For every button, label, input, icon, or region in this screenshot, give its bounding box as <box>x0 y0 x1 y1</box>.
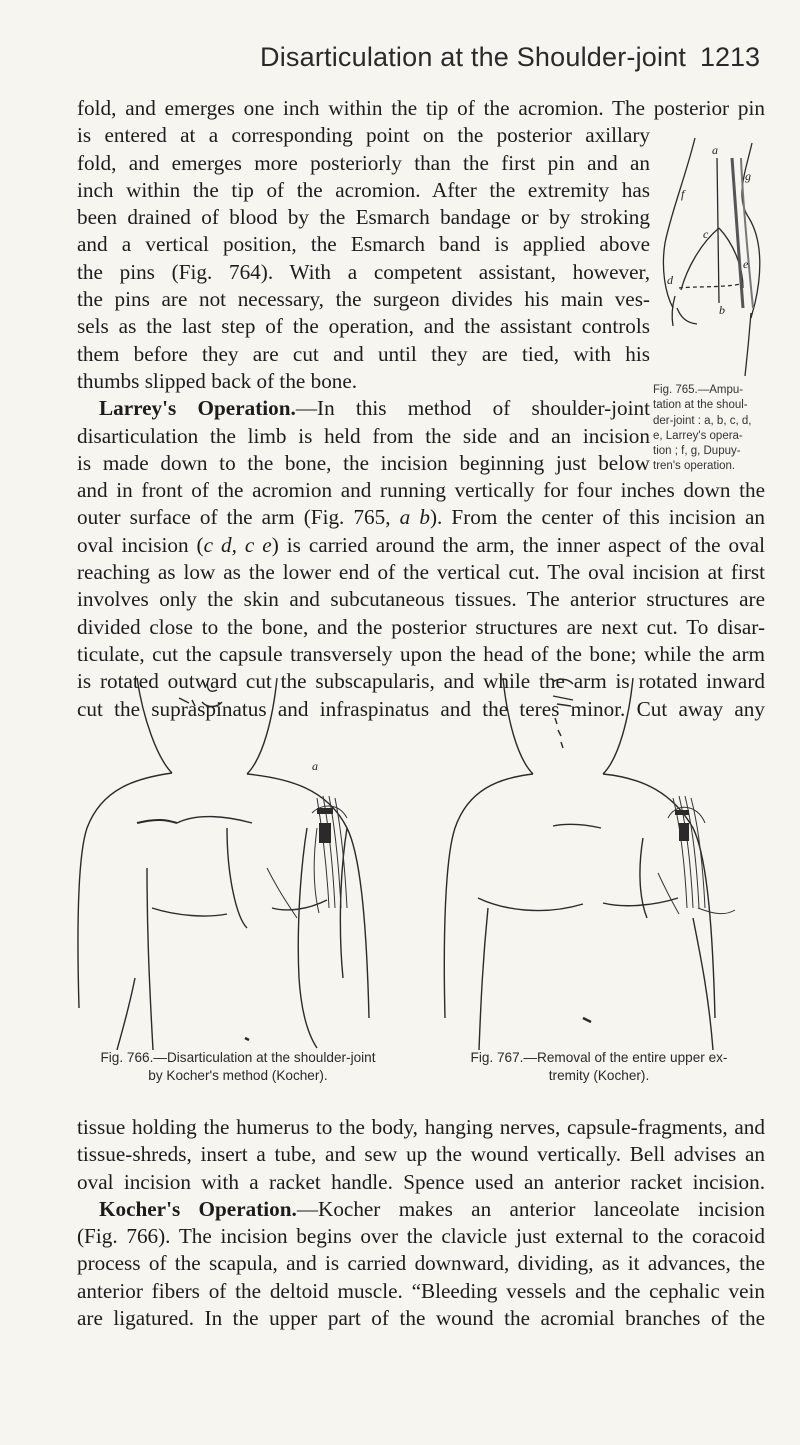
kocher-heading: Kocher's Operation. <box>99 1196 297 1221</box>
fig765-label-d: d <box>667 273 673 287</box>
text-line: (Fig. 766). The incision begins over the clavicle just external to the coracoid <box>77 1224 765 1249</box>
caption-line: tremity (Kocher). <box>548 1067 650 1083</box>
text-line <box>77 532 765 559</box>
fig765-label-c: c <box>703 227 709 241</box>
text-line: is rotated outward cut the subscapularis, and while the arm is rotated inward <box>77 669 765 694</box>
figure-767-illustration <box>443 678 773 1050</box>
text-line: fold, and emerges more posteriorly than the first pin and an <box>77 150 650 175</box>
text-line: the pins are not necessary, the surgeon divides his main ves- <box>77 287 650 312</box>
text-line: anterior fibers of the deltoid muscle. “Bleeding vessels and the cephalic vein <box>77 1278 765 1303</box>
text-line: cut the supraspinatus and infraspinatus and the teres minor. Cut away any <box>77 696 765 721</box>
fig765-label-g: g <box>745 169 751 183</box>
body-text-bottom <box>77 1114 765 1332</box>
text-fragment: oval incision ( <box>77 532 204 557</box>
text-line: process of the scapula, and is carried downward, dividing, as it advances, the <box>77 1251 765 1276</box>
page-header-title: Disarticulation at the Shoulder-joint <box>260 42 687 72</box>
text-line: and a vertical position, the Esmarch band is applied above <box>77 232 650 257</box>
text-line: thumbs slipped back of the bone. <box>77 368 358 393</box>
text-line <box>77 504 765 531</box>
text-line <box>77 1196 765 1223</box>
text-line: sels as the last step of the operation, and the assistant controls <box>77 314 650 339</box>
figure-765-illustration <box>657 118 767 378</box>
text-line: is entered at a corresponding point on the posterior axillary <box>77 123 650 148</box>
figure-765-caption <box>653 383 773 475</box>
fig765-label-a: a <box>712 143 718 157</box>
text-fragment: outer surface of the arm (Fig. 765, <box>77 505 400 530</box>
caption-line: Fig. 766.—Disarticulation at the shoulder-joint <box>100 1050 376 1065</box>
text-line: involves only the skin and subcutaneous tissues. The anterior structures are <box>77 587 765 612</box>
fig766-label-a: a <box>312 759 318 773</box>
text-line: reaching as low as the lower end of the vertical cut. The oval incision at first <box>77 560 765 585</box>
fig765-label-b: b <box>719 303 725 317</box>
figure-766-caption <box>74 1049 402 1084</box>
text-fragment: ). From the center of this incision an <box>429 505 766 530</box>
arm-shoulder-drawing <box>657 118 767 378</box>
text-fragment: a b <box>399 505 430 530</box>
text-line: tissue holding the humerus to the body, hanging nerves, capsule-fragments, and <box>77 1115 765 1139</box>
caption-line: der-joint : a, b, c, d, <box>653 414 752 427</box>
caption-line: tation at the shoul- <box>653 399 748 412</box>
text-line: inch within the tip of the acromion. After the extremity has <box>77 177 650 202</box>
torso-kocher-disarticulation-drawing <box>77 678 407 1050</box>
fig765-label-e: e <box>743 257 749 271</box>
text-line: disarticulation the limb is held from the side and an incision <box>77 423 650 448</box>
caption-line: e, Larrey's opera- <box>653 429 743 442</box>
text-fragment: c d, c e <box>203 532 272 557</box>
text-line: tissue-shreds, insert a tube, and sew up the wound vertically. Bell advises an <box>77 1142 765 1167</box>
text-line: ticulate, cut the capsule transversely upon the head of the bone; while the arm <box>77 641 765 666</box>
caption-line: Fig. 767.—Removal of the entire upper ex- <box>470 1050 728 1065</box>
text-line: been drained of blood by the Esmarch bandage or by stroking <box>77 205 650 230</box>
caption-line: by Kocher's method (Kocher). <box>148 1067 328 1083</box>
text-line: and in front of the acromion and running vertically for four inches down the <box>77 478 765 503</box>
text-line: oval incision with a racket handle. Spence used an anterior racket incision. <box>77 1169 765 1194</box>
text-line: the pins (Fig. 764). With a competent assistant, however, <box>77 259 650 284</box>
text-line: is made down to the bone, the incision beginning just below <box>77 450 650 475</box>
fig765-label-f: f <box>681 187 685 201</box>
caption-line: tren's operation. <box>653 460 736 473</box>
page-number: 1213 <box>700 42 761 72</box>
larrey-heading: Larrey's Operation. <box>99 396 296 421</box>
text-line: divided close to the bone, and the posterior structures are next cut. To disar- <box>77 614 765 639</box>
text-line: are ligatured. In the upper part of the wound the acromial branches of the <box>77 1306 765 1331</box>
text-line: them before they are cut and until they are tied, with his <box>77 341 650 366</box>
text-fragment: ) is carried around the arm, the inner aspect of the oval <box>271 532 765 557</box>
running-header <box>0 42 800 82</box>
text-fragment: —Kocher makes an anterior lanceolate incision <box>296 1196 765 1221</box>
text-line: fold, and emerges one inch within the tip of the acromion. The posterior pin <box>77 96 765 120</box>
caption-line: tion ; f, g, Dupuy- <box>653 445 741 458</box>
figure-766-illustration <box>77 678 407 1050</box>
torso-upper-extremity-removal-drawing <box>443 678 773 1050</box>
figure-767-caption <box>418 1049 780 1084</box>
caption-line: Fig. 765.—Ampu- <box>653 384 744 396</box>
text-fragment: —In this method of shoulder-joint <box>295 396 650 421</box>
text-line <box>77 395 650 422</box>
